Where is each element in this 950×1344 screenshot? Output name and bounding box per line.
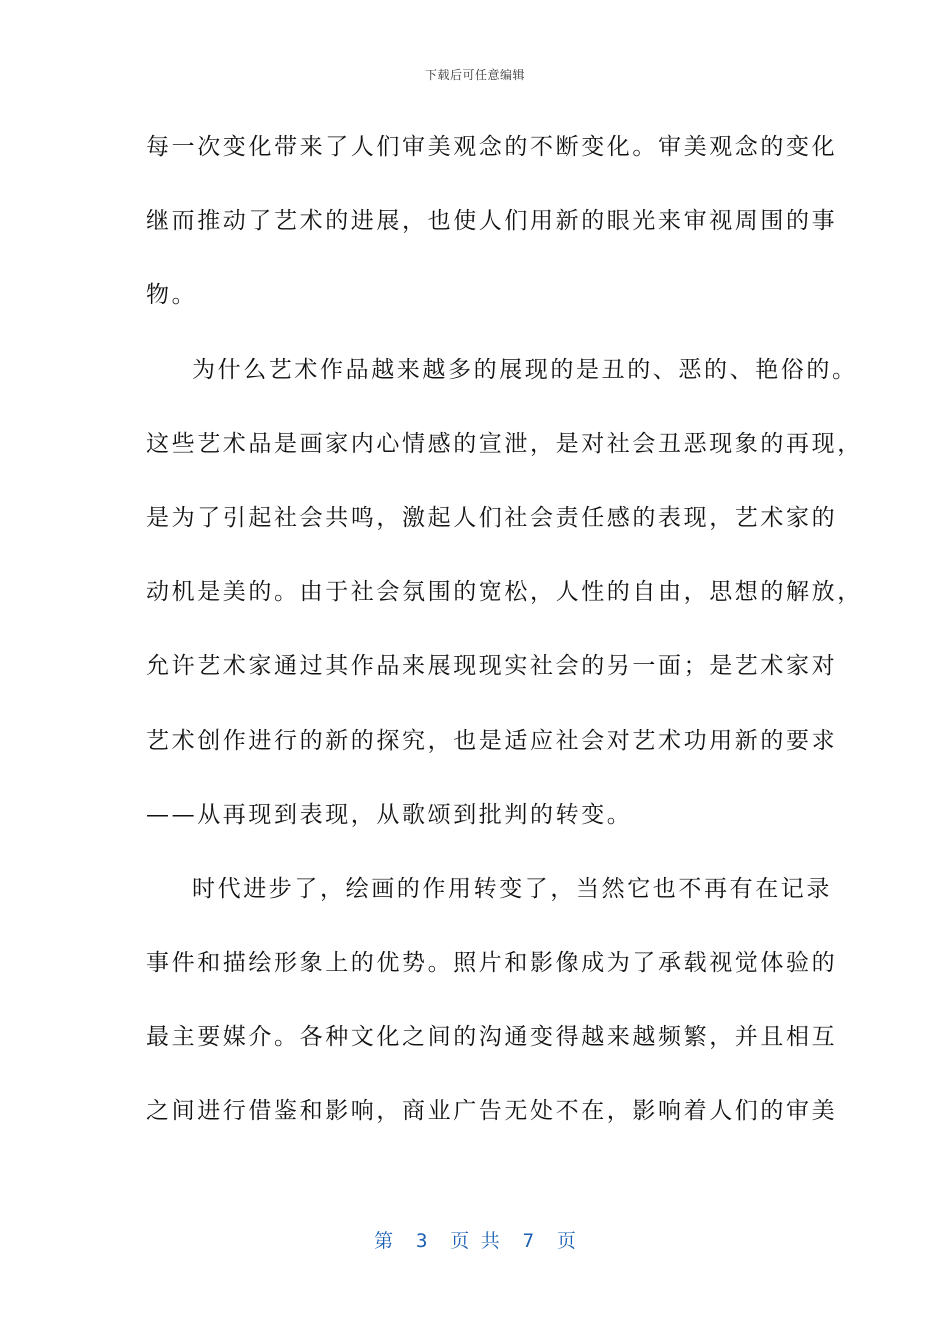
text-line: 事件和描绘形象上的优势。照片和影像成为了承载视觉体验的 xyxy=(146,950,838,977)
text-line: 物。 xyxy=(146,282,198,309)
text-line: 为什么艺术作品越来越多的展现的是丑的、恶的、艳俗的。 xyxy=(192,356,858,383)
text-line: 艺术创作进行的新的探究，也是适应社会对艺术功用新的要求 xyxy=(146,727,838,754)
text-line: 是为了引起社会共鸣，激起人们社会责任感的表现，艺术家的 xyxy=(146,504,838,531)
text-line: 时代进步了，绘画的作用转变了，当然它也不再有在记录 xyxy=(192,875,832,902)
text-line: 动机是美的。由于社会氛围的宽松，人性的自由，思想的解放， xyxy=(146,579,863,606)
text-line: 继而推动了艺术的进展，也使人们用新的眼光来审视周围的事 xyxy=(146,208,838,235)
text-line: 允许艺术家通过其作品来展现现实社会的另一面；是艺术家对 xyxy=(146,653,838,680)
text-line: 每一次变化带来了人们审美观念的不断变化。审美观念的变化 xyxy=(146,134,838,160)
text-line: 最主要媒介。各种文化之间的沟通变得越来越频繁，并且相互 xyxy=(146,1024,838,1051)
text-line: 这些艺术品是画家内心情感的宣泄，是对社会丑恶现象的再现， xyxy=(146,430,863,457)
text-line: ——从再现到表现，从歌颂到批判的转变。 xyxy=(146,801,633,828)
page-number-footer: 第 3 页 共 7 页 xyxy=(374,1230,576,1252)
document-body xyxy=(146,124,863,1163)
text-line: 之间进行借鉴和影响，商业广告无处不在，影响着人们的审美 xyxy=(146,1098,838,1125)
header-note: 下载后可任意编辑 xyxy=(424,68,525,82)
